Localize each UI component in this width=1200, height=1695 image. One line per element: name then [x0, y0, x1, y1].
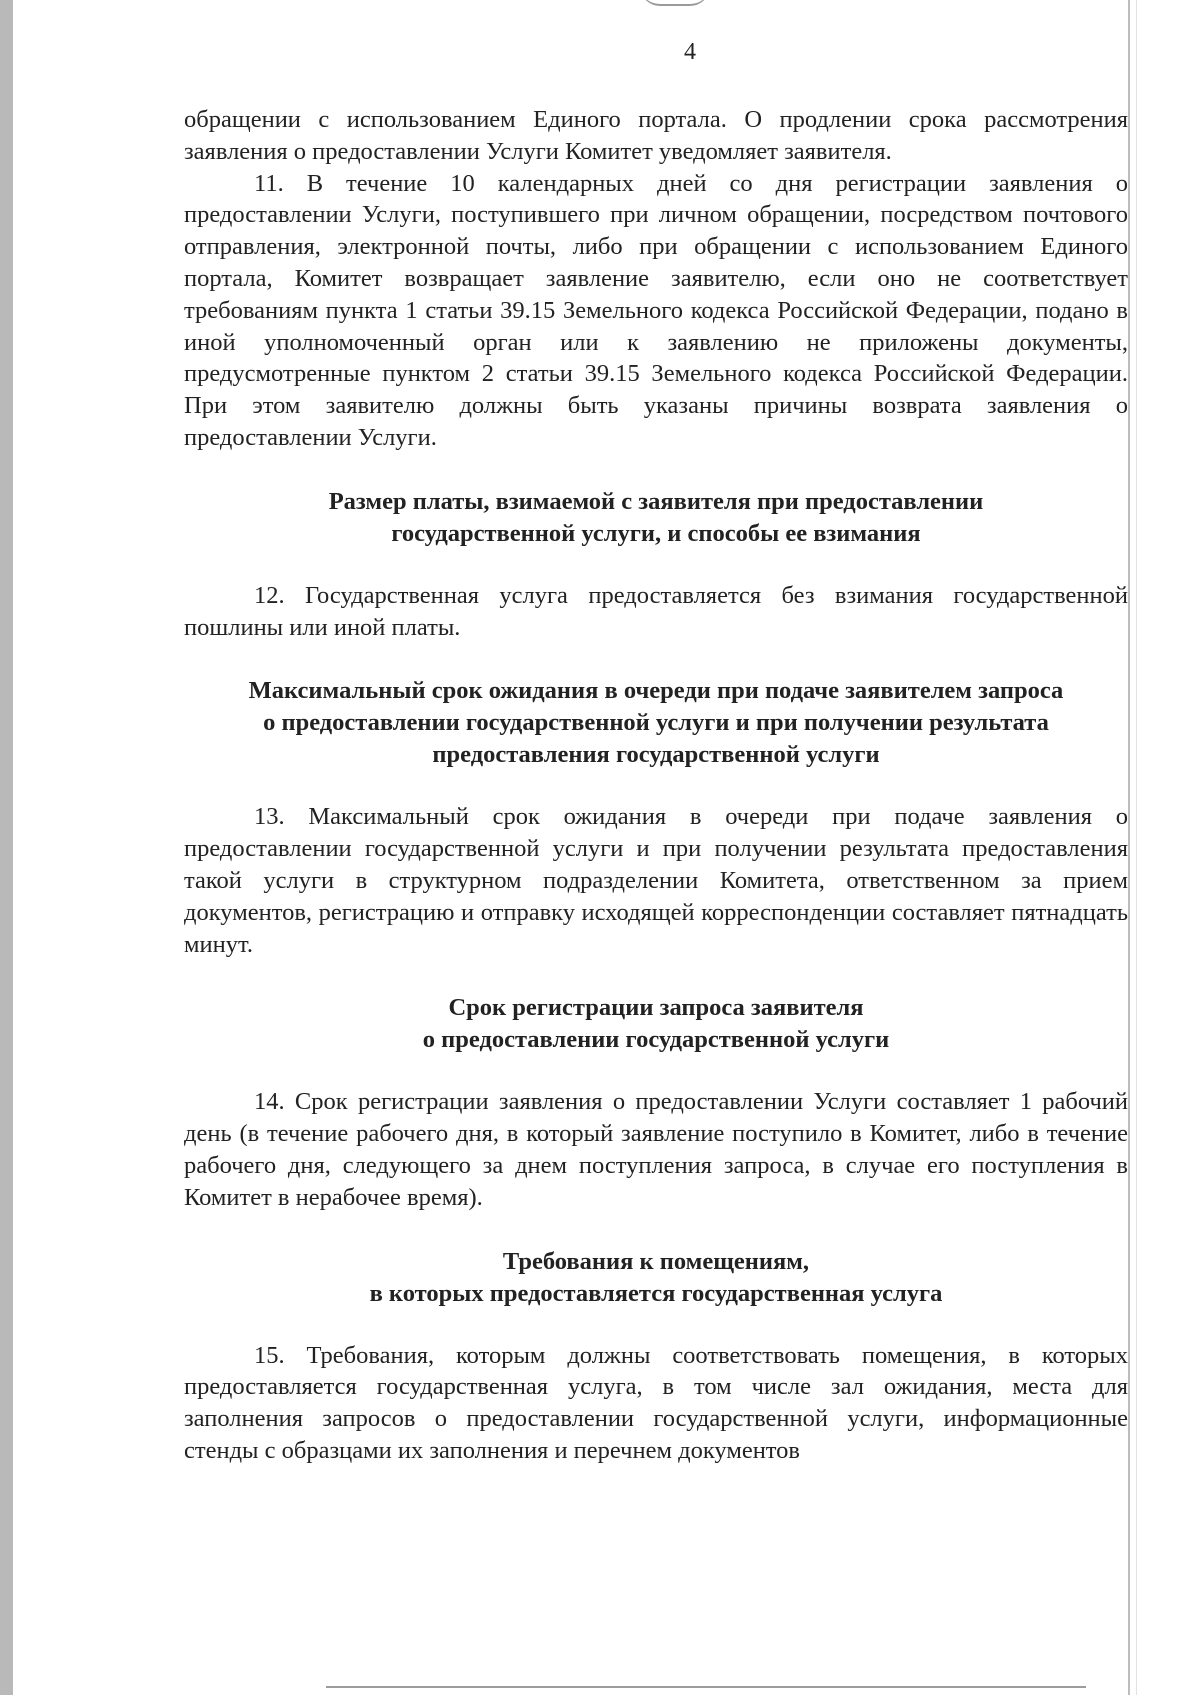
spacer — [184, 771, 1128, 801]
spacer — [184, 960, 1128, 992]
paragraph-15: 15. Требования, которым должны соответствовать помещения, в которых предоставляется государственная услуга, в том числе зал ожидания, места для заполнения запросов о предоставлении государственной услуги, информационные стенды с образцами их заполнения и перечнем документов — [184, 1341, 1128, 1464]
spacer — [184, 550, 1128, 580]
spacer — [184, 1310, 1128, 1340]
heading-queue-line-2: о предоставлении государственной услуги и при получении результата — [263, 709, 1049, 737]
heading-registration — [184, 992, 1128, 1056]
spacer — [184, 454, 1128, 486]
paragraph-14: 14. Срок регистрации заявления о предоставлении Услуги составляет 1 рабочий день (в течение рабочего дня, в который заявление поступило в Комитет, либо в течение рабочего дня, следующего за днем поступления запроса, в случае его поступления в Комитет в нерабочее время). — [184, 1088, 1128, 1211]
scan-top-mark — [640, 0, 710, 6]
scan-right-edge — [1128, 0, 1200, 1695]
scan-left-edge — [0, 0, 13, 1695]
heading-registration-line-2: о предоставлении государственной услуги — [422, 1026, 890, 1054]
heading-premises-line-2: в которых предоставляется государственная услуга — [369, 1279, 943, 1307]
paragraph-12: 12. Государственная услуга предоставляется без взимания государственной пошлины или иной платы. — [184, 581, 1128, 641]
page-number: 4 — [684, 39, 696, 65]
paragraph-13: 13. Максимальный срок ожидания в очереди при подаче заявления о предоставлении государственной услуги и при получении результата предоставления такой услуги в структурном подразделении Комитета, ответственном за прием документов, регистрацию и отправку исходящей корреспонденции составляет пятнадцать минут. — [184, 803, 1128, 958]
heading-fee-line-1: Размер платы, взимаемой с заявителя при предоставлении — [328, 487, 984, 515]
heading-queue — [184, 675, 1128, 771]
heading-fee-line-2: государственной услуги, и способы ее взимания — [391, 519, 921, 547]
spacer — [184, 1056, 1128, 1086]
heading-premises-line-1: Требования к помещениям, — [502, 1247, 810, 1275]
heading-registration-line-1: Срок регистрации запроса заявителя — [448, 994, 864, 1022]
heading-fee — [184, 486, 1128, 550]
spacer — [184, 643, 1128, 675]
paragraph-continuation: обращении с использованием Единого портала. О продлении срока рассмотрения заявления о предоставлении Услуги Комитет уведомляет заявителя. — [184, 106, 1128, 165]
document-body — [184, 104, 1128, 1467]
heading-premises — [184, 1246, 1128, 1310]
heading-queue-line-3: предоставления государственной услуги — [432, 741, 880, 769]
scan-bottom-mark — [326, 1686, 1086, 1692]
spacer — [184, 1214, 1128, 1246]
heading-queue-line-1: Максимальный срок ожидания в очереди при подаче заявителем запроса — [248, 677, 1064, 705]
paragraph-11: 11. В течение 10 календарных дней со дня регистрации заявления о предоставлении Услуги, поступившего при личном обращении, посредством почтового отправления, электронной почты, либо при обращении с использованием Единого портала, Комитет возвращает заявление заявителю, если оно не соответствует требованиям пункта 1 статьи 39.15 Земельного кодекса Российской Федерации, подано в иной уполномоченный орган или к заявлению не приложены документы, предусмотренные пунктом 2 статьи 39.15 Земельного кодекса Российской Федерации. При этом заявителю должны быть указаны причины возврата заявления о предоставлении Услуги. — [184, 169, 1128, 451]
